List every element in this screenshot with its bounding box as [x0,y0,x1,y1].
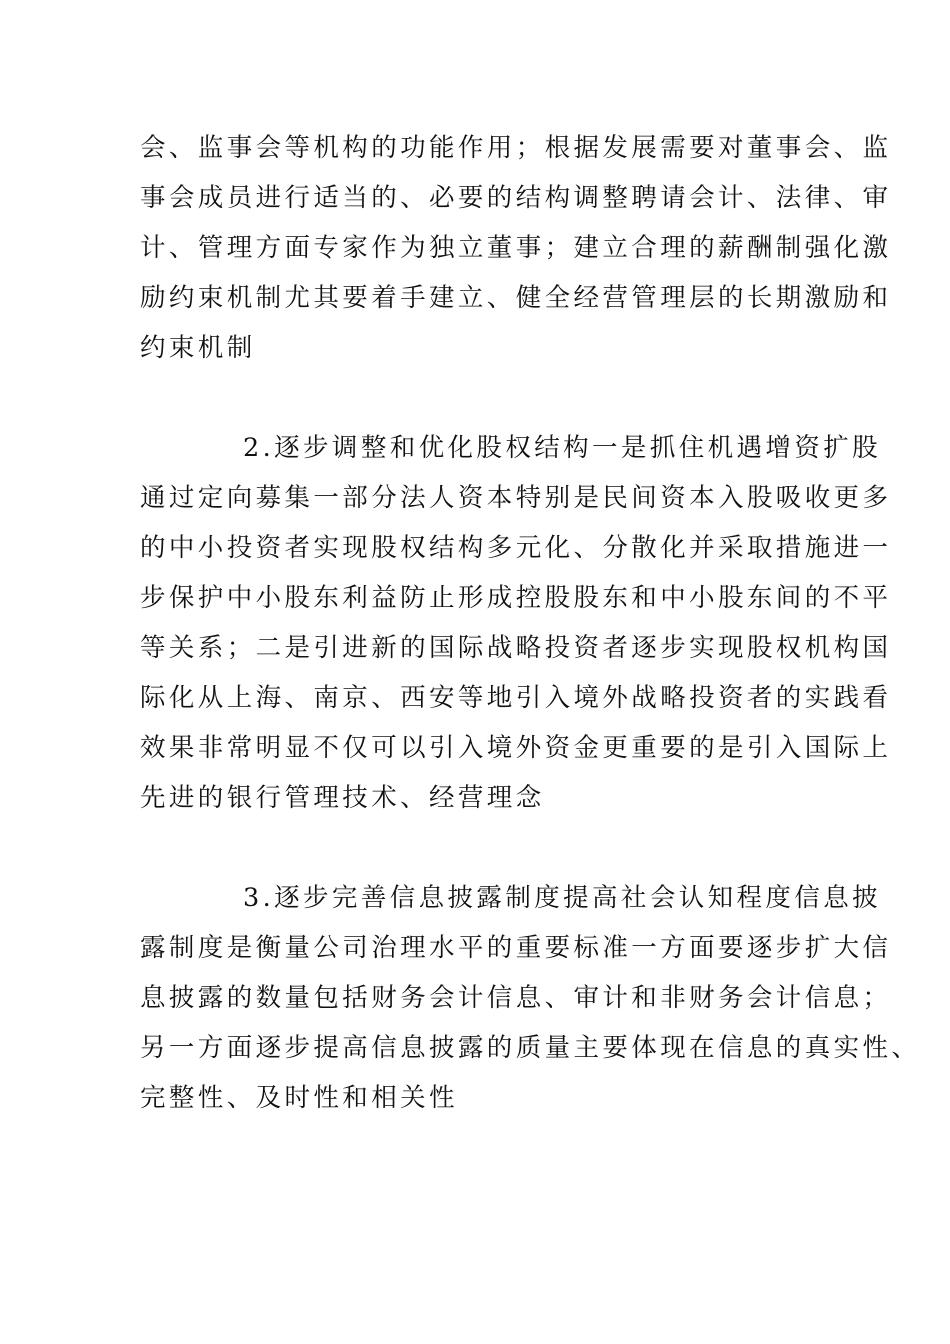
text-line: 步保护中小股东利益防止形成控股股东和中小股东间的不平 [140,583,892,613]
text-line: 事会成员进行适当的、必要的结构调整聘请会计、法律、审 [140,183,892,213]
text-line: 2.逐步调整和优化股权结构一是抓住机遇增资扩股 [243,433,882,463]
text-line: 完整性、及时性和相关性 [140,1083,458,1113]
text-line: 会、监事会等机构的功能作用；根据发展需要对董事会、监 [140,133,892,163]
text-line: 息披露的数量包括财务会计信息、审计和非财务会计信息； [140,983,892,1013]
text-line: 露制度是衡量公司治理水平的重要标准一方面要逐步扩大信 [140,933,892,963]
text-line: 效果非常明显不仅可以引入境外资金更重要的是引入国际上 [140,733,892,763]
text-line: 通过定向募集一部分法人资本特别是民间资本入股吸收更多 [140,483,892,513]
text-line: 3.逐步完善信息披露制度提高社会认知程度信息披 [243,883,882,913]
text-line: 励约束机制尤其要着手建立、健全经营管理层的长期激励和 [140,283,892,313]
text-line: 先进的银行管理技术、经营理念 [140,783,545,813]
text-line: 计、管理方面专家作为独立董事；建立合理的薪酬制强化激 [140,233,892,263]
text-line: 约束机制 [140,333,256,363]
text-line: 际化从上海、南京、西安等地引入境外战略投资者的实践看 [140,683,892,713]
text-line: 的中小投资者实现股权结构多元化、分散化并采取措施进一 [140,533,892,563]
text-line: 等关系；二是引进新的国际战略投资者逐步实现股权机构国 [140,633,892,663]
text-line: 另一方面逐步提高信息披露的质量主要体现在信息的真实性、 [140,1033,921,1063]
